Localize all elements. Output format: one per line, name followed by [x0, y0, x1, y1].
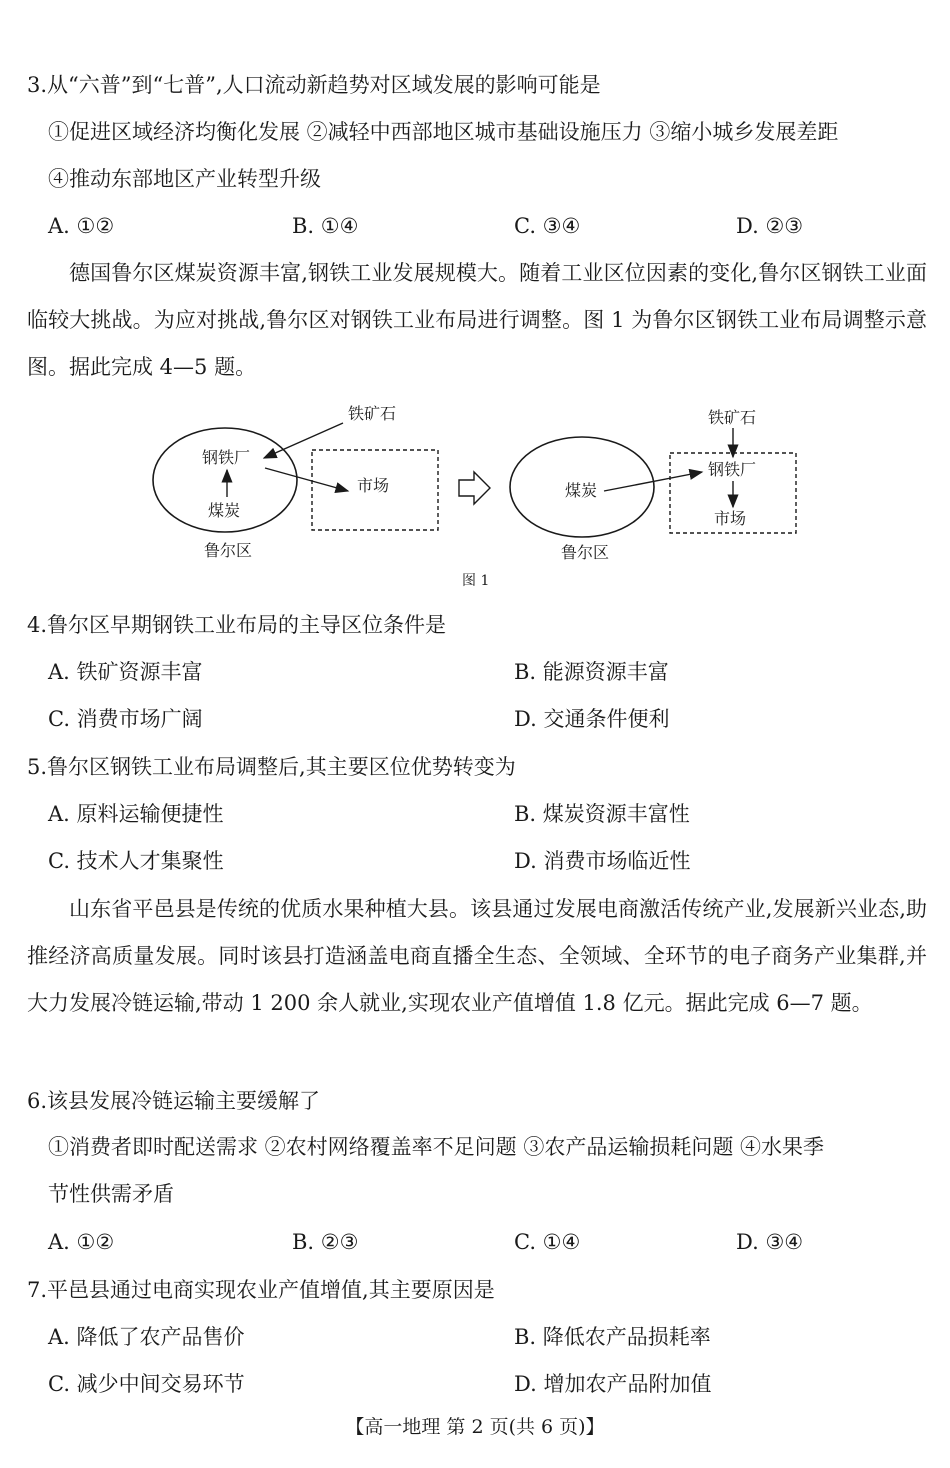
q7-option-a: A. 降低了农产品售价	[48, 1325, 245, 1349]
q5-option-a: A. 原料运输便捷性	[48, 802, 224, 826]
q7-stem: 7.平邑县通过电商实现农业产值增值,其主要原因是	[27, 1278, 495, 1302]
q5-option-d: D. 消费市场临近性	[514, 849, 691, 873]
right-region-label: 鲁尔区	[561, 543, 610, 562]
intro-6-7	[27, 886, 927, 1027]
left-arrow-ore-to-plant	[264, 423, 343, 458]
intro-6-7-text: 山东省平邑县是传统的优质水果种植大县。该县通过发展电商激活传统产业,发展新兴业态,助推经济高质量发展。同时该县打造涵盖电商直播全生态、全领域、全环节的电子商务产业集群,并大力发展冷链运输,带动 1 200 余人就业,实现农业产值增值 1.8 亿元。据此完成 6—7 题。	[27, 897, 927, 1015]
q4-option-c: C. 消费市场广阔	[48, 707, 203, 731]
q3-option-b: B. ①④	[292, 214, 359, 238]
q7-option-b: B. 降低农产品损耗率	[514, 1325, 711, 1349]
left-region-label: 鲁尔区	[204, 541, 253, 560]
right-coal-label: 煤炭	[565, 481, 598, 500]
q6-items-line2: 节性供需矛盾	[48, 1182, 174, 1206]
q7-option-d: D. 增加农产品附加值	[514, 1372, 712, 1396]
q7-option-c: C. 减少中间交易环节	[48, 1372, 245, 1396]
q6-stem: 6.该县发展冷链运输主要缓解了	[27, 1089, 321, 1113]
right-arrow-coal-to-plant	[604, 472, 702, 491]
q6-option-c: C. ①④	[514, 1230, 581, 1254]
q5-option-c: C. 技术人才集聚性	[48, 849, 224, 873]
transition-arrow	[459, 472, 490, 504]
left-market-label: 市场	[357, 476, 390, 495]
q6-option-b: B. ②③	[292, 1230, 359, 1254]
left-arrow-plant-to-market	[265, 468, 348, 491]
q4-option-a: A. 铁矿资源丰富	[48, 660, 203, 684]
q6-option-d: D. ③④	[736, 1230, 804, 1254]
right-iron-ore-label: 铁矿石	[708, 408, 757, 427]
left-coal-label: 煤炭	[208, 501, 241, 520]
right-market-label: 市场	[714, 509, 747, 528]
q3-option-a: A. ①②	[48, 214, 115, 238]
q4-option-b: B. 能源资源丰富	[514, 660, 669, 684]
q5-stem: 5.鲁尔区钢铁工业布局调整后,其主要区位优势转变为	[27, 755, 516, 779]
q3-option-d: D. ②③	[736, 214, 804, 238]
left-iron-ore-label: 铁矿石	[348, 404, 397, 423]
intro-4-5-text: 德国鲁尔区煤炭资源丰富,钢铁工业发展规模大。随着工业区位因素的变化,鲁尔区钢铁工业面临较大挑战。为应对挑战,鲁尔区对钢铁工业布局进行调整。图 1 为鲁尔区钢铁工业布局调整示意图。据此完成 4—5 题。	[27, 261, 927, 379]
q3-items-line1: ①促进区域经济均衡化发展 ②减轻中西部地区城市基础设施压力 ③缩小城乡发展差距	[48, 120, 839, 144]
intro-4-5	[27, 250, 927, 391]
q6-items-line1: ①消费者即时配送需求 ②农村网络覆盖率不足问题 ③农产品运输损耗问题 ④水果季	[48, 1135, 825, 1159]
figure-caption: 图 1	[462, 573, 490, 589]
q5-option-b: B. 煤炭资源丰富性	[514, 802, 690, 826]
q4-stem: 4.鲁尔区早期钢铁工业布局的主导区位条件是	[27, 613, 447, 637]
q3-items-line2: ④推动东部地区产业转型升级	[48, 167, 321, 191]
q4-option-d: D. 交通条件便利	[514, 707, 670, 731]
q3-option-c: C. ③④	[514, 214, 581, 238]
left-steel-plant-label: 钢铁厂	[202, 448, 251, 467]
figure-1-diagram	[140, 395, 810, 595]
right-steel-plant-label: 钢铁厂	[708, 460, 757, 479]
page-footer: 【高一地理 第 2 页(共 6 页)】	[345, 1416, 605, 1438]
q3-stem: 3.从“六普”到“七普”,人口流动新趋势对区域发展的影响可能是	[27, 73, 601, 97]
q6-option-a: A. ①②	[48, 1230, 115, 1254]
